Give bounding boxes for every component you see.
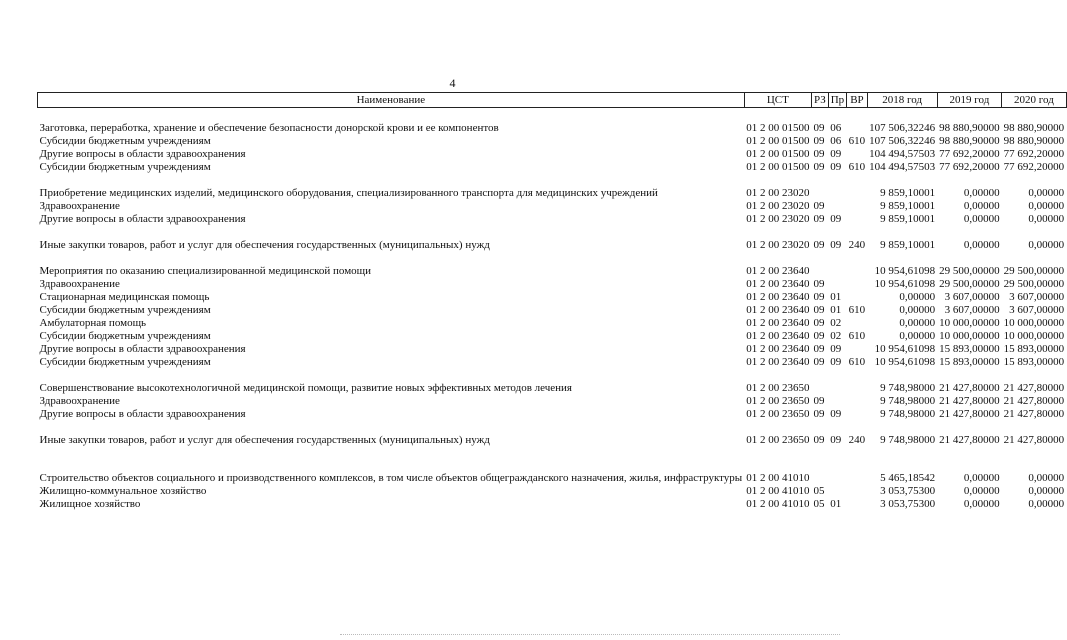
cell-rz: 05 (813, 498, 825, 510)
cell-name: Здравоохранение (39, 278, 120, 290)
cell-2020: 77 692,20000 (1003, 161, 1065, 173)
cell-2019: 0,00000 (963, 485, 1000, 497)
cell-2019: 21 427,80000 (939, 395, 1000, 407)
cell-2019: 77 692,20000 (939, 161, 1000, 173)
cell-2018: 3 053,75300 (880, 485, 936, 497)
cell-vr (847, 497, 868, 510)
table-row (38, 394, 1067, 407)
cell-cst: 01 2 00 01500 (746, 122, 810, 134)
cell-2018: 3 053,75300 (880, 498, 936, 510)
cell-rz: 09 (813, 200, 825, 212)
cell-pr: 09 (830, 343, 842, 355)
cell-2018: 10 954,61098 (874, 278, 936, 290)
cell-rz: 09 (813, 317, 825, 329)
cell-2019: 21 427,80000 (939, 434, 1000, 446)
cell-cst: 01 2 00 01500 (746, 161, 810, 173)
cell-2020: 21 427,80000 (1003, 408, 1065, 420)
cell-vr (847, 484, 868, 497)
cell-2019: 29 500,00000 (939, 278, 1000, 290)
cell-name: Субсидии бюджетным учреждениям (39, 161, 211, 173)
header-2019: 2019 год (937, 93, 1002, 108)
cell-2019: 77 692,20000 (939, 148, 1000, 160)
table-row (38, 368, 1067, 394)
cell-pr (828, 394, 846, 407)
cell-2020: 10 000,00000 (1003, 317, 1065, 329)
cell-2018: 10 954,61098 (874, 265, 936, 277)
cell-2019: 15 893,00000 (939, 343, 1000, 355)
table-row (38, 484, 1067, 497)
cell-rz (811, 368, 828, 394)
cell-vr (847, 368, 868, 394)
cell-rz (811, 173, 828, 199)
cell-2018: 10 954,61098 (874, 356, 936, 368)
cell-2018: 0,00000 (899, 330, 936, 342)
cell-2019: 0,00000 (963, 213, 1000, 225)
cell-2020: 77 692,20000 (1003, 148, 1065, 160)
table-row (38, 108, 1067, 135)
cell-rz: 09 (813, 291, 825, 303)
cell-2020: 0,00000 (1028, 498, 1065, 510)
cell-2019: 98 880,90000 (939, 135, 1000, 147)
cell-name: Заготовка, переработка, хранение и обеспечение безопасности донорской крови и ее компонентов (39, 122, 499, 134)
cell-2018: 0,00000 (899, 304, 936, 316)
cell-vr (847, 108, 868, 135)
cell-rz: 09 (813, 135, 825, 147)
table-row (38, 199, 1067, 212)
cell-rz: 09 (813, 161, 825, 173)
cell-pr: 06 (830, 122, 842, 134)
cell-vr (847, 394, 868, 407)
cell-name: Здравоохранение (39, 395, 120, 407)
table-row (38, 251, 1067, 277)
cell-2020: 0,00000 (1028, 213, 1065, 225)
cell-pr: 09 (830, 434, 842, 446)
cell-name: Другие вопросы в области здравоохранения (39, 408, 246, 420)
cell-name: Другие вопросы в области здравоохранения (39, 213, 246, 225)
cell-pr: 09 (830, 161, 842, 173)
cell-name: Совершенствование высокотехнологичной медицинской помощи, развитие новых эффективных методов лечения (39, 382, 572, 394)
cell-vr: 610 (848, 135, 866, 147)
cell-2020: 98 880,90000 (1003, 135, 1065, 147)
cell-2020: 0,00000 (1028, 485, 1065, 497)
table-row (38, 342, 1067, 355)
header-pr: Пр (828, 93, 846, 108)
header-name: Наименование (38, 93, 745, 108)
cell-2020: 3 607,00000 (1009, 291, 1065, 303)
cell-cst: 01 2 00 41010 (746, 472, 810, 484)
cell-vr (847, 277, 868, 290)
cell-2020: 98 880,90000 (1003, 122, 1065, 134)
cell-cst: 01 2 00 01500 (746, 148, 810, 160)
cell-pr (828, 368, 846, 394)
cell-name: Амбулаторная помощь (39, 317, 147, 329)
cell-2020: 15 893,00000 (1003, 356, 1065, 368)
cell-pr: 02 (830, 330, 842, 342)
cell-vr (847, 251, 868, 277)
cell-2020: 21 427,80000 (1003, 434, 1065, 446)
cell-2018: 0,00000 (899, 291, 936, 303)
budget-table (37, 92, 1067, 510)
cell-vr: 610 (848, 330, 866, 342)
cell-cst: 01 2 00 23640 (746, 317, 810, 329)
cell-name: Другие вопросы в области здравоохранения (39, 148, 246, 160)
cell-vr: 610 (848, 304, 866, 316)
table-row (38, 290, 1067, 303)
cell-rz: 09 (813, 122, 825, 134)
cell-name: Жилищно-коммунальное хозяйство (39, 485, 207, 497)
cell-2020: 21 427,80000 (1003, 382, 1065, 394)
cell-2020: 29 500,00000 (1003, 278, 1065, 290)
cell-name: Субсидии бюджетным учреждениям (39, 135, 211, 147)
cell-vr (847, 290, 868, 303)
table-header-row (38, 93, 1067, 108)
cell-cst: 01 2 00 23640 (746, 291, 810, 303)
header-vr: ВР (847, 93, 868, 108)
cell-cst: 01 2 00 23650 (746, 382, 810, 394)
cell-2018: 9 748,98000 (880, 408, 936, 420)
cell-pr: 09 (830, 356, 842, 368)
cell-cst: 01 2 00 23020 (746, 200, 810, 212)
cell-name: Стационарная медицинская помощь (39, 291, 210, 303)
cell-name: Жилищное хозяйство (39, 498, 141, 510)
cell-2018: 9 859,10001 (880, 213, 936, 225)
cell-cst: 01 2 00 23650 (746, 395, 810, 407)
cell-pr (828, 173, 846, 199)
cell-cst: 01 2 00 23020 (746, 187, 810, 199)
cell-rz: 05 (813, 485, 825, 497)
cell-cst: 01 2 00 23020 (746, 239, 810, 251)
cell-2020: 0,00000 (1028, 239, 1065, 251)
cell-cst: 01 2 00 23640 (746, 330, 810, 342)
cell-vr: 610 (848, 161, 866, 173)
cell-pr: 01 (830, 498, 842, 510)
cell-name: Мероприятия по оказанию специализированной медицинской помощи (39, 265, 372, 277)
cell-2018: 9 859,10001 (880, 239, 936, 251)
cell-pr (828, 199, 846, 212)
cell-rz: 09 (813, 434, 825, 446)
header-rz: РЗ (811, 93, 828, 108)
scan-artifact-line (340, 634, 840, 635)
cell-2018: 107 506,32246 (869, 122, 936, 134)
cell-2019: 29 500,00000 (939, 265, 1000, 277)
header-2018: 2018 год (867, 93, 937, 108)
cell-pr: 06 (830, 135, 842, 147)
cell-2020: 15 893,00000 (1003, 343, 1065, 355)
cell-pr: 01 (830, 291, 842, 303)
cell-cst: 01 2 00 23020 (746, 213, 810, 225)
cell-pr (828, 446, 846, 484)
table-row (38, 277, 1067, 290)
cell-name: Субсидии бюджетным учреждениям (39, 356, 211, 368)
cell-rz: 09 (813, 408, 825, 420)
cell-rz: 09 (813, 343, 825, 355)
cell-vr (847, 212, 868, 225)
cell-pr: 09 (830, 408, 842, 420)
cell-2018: 9 859,10001 (880, 187, 936, 199)
cell-vr (847, 316, 868, 329)
cell-vr (847, 407, 868, 420)
cell-2019: 21 427,80000 (939, 382, 1000, 394)
cell-2019: 10 000,00000 (939, 317, 1000, 329)
cell-rz: 09 (813, 278, 825, 290)
table-row (38, 134, 1067, 147)
cell-cst: 01 2 00 23640 (746, 304, 810, 316)
table-row (38, 147, 1067, 160)
cell-name: Строительство объектов социального и производственного комплексов, в том числе объектов общегражданского назначения, жилья, инфраструктуры (39, 472, 743, 484)
cell-cst: 01 2 00 41010 (746, 485, 810, 497)
cell-2018: 9 748,98000 (880, 434, 936, 446)
cell-2018: 104 494,57503 (869, 161, 936, 173)
cell-pr (828, 251, 846, 277)
table-row (38, 173, 1067, 199)
page-number: 4 (449, 76, 456, 90)
cell-2019: 0,00000 (963, 498, 1000, 510)
table-row (38, 329, 1067, 342)
header-2020: 2020 год (1002, 93, 1067, 108)
cell-2020: 29 500,00000 (1003, 265, 1065, 277)
cell-cst: 01 2 00 23640 (746, 356, 810, 368)
cell-2019: 15 893,00000 (939, 356, 1000, 368)
table-row (38, 446, 1067, 484)
cell-2019: 3 607,00000 (944, 291, 1000, 303)
cell-pr: 01 (830, 304, 842, 316)
cell-vr (847, 199, 868, 212)
cell-cst: 01 2 00 41010 (746, 498, 810, 510)
cell-2020: 0,00000 (1028, 187, 1065, 199)
cell-2018: 0,00000 (899, 317, 936, 329)
cell-2019: 10 000,00000 (939, 330, 1000, 342)
cell-2018: 10 954,61098 (874, 343, 936, 355)
cell-2020: 10 000,00000 (1003, 330, 1065, 342)
cell-cst: 01 2 00 01500 (746, 135, 810, 147)
table-row (38, 303, 1067, 316)
cell-2018: 9 748,98000 (880, 382, 936, 394)
cell-rz: 09 (813, 148, 825, 160)
cell-vr (847, 342, 868, 355)
cell-2018: 107 506,32246 (869, 135, 936, 147)
cell-rz (811, 446, 828, 484)
cell-pr (828, 277, 846, 290)
cell-2020: 0,00000 (1028, 200, 1065, 212)
cell-2020: 21 427,80000 (1003, 395, 1065, 407)
cell-vr (847, 147, 868, 160)
table-row (38, 407, 1067, 420)
cell-rz: 09 (813, 395, 825, 407)
cell-name: Приобретение медицинских изделий, медицинского оборудования, специализированного транспорта для медицинских учреждений (39, 187, 658, 199)
header-cst: ЦСТ (744, 93, 811, 108)
cell-cst: 01 2 00 23640 (746, 343, 810, 355)
cell-rz: 09 (813, 330, 825, 342)
cell-rz: 09 (813, 239, 825, 251)
cell-2018: 104 494,57503 (869, 148, 936, 160)
cell-name: Здравоохранение (39, 200, 120, 212)
table-row (38, 355, 1067, 368)
cell-vr (847, 173, 868, 199)
table-row (38, 160, 1067, 173)
cell-2019: 3 607,00000 (944, 304, 1000, 316)
cell-rz: 09 (813, 304, 825, 316)
cell-2019: 0,00000 (963, 187, 1000, 199)
cell-pr: 09 (830, 213, 842, 225)
cell-pr: 09 (830, 239, 842, 251)
cell-2018: 9 859,10001 (880, 200, 936, 212)
cell-pr: 02 (830, 317, 842, 329)
table-row (38, 225, 1067, 251)
cell-2019: 98 880,90000 (939, 122, 1000, 134)
cell-cst: 01 2 00 23640 (746, 265, 810, 277)
cell-vr: 240 (848, 434, 866, 446)
cell-rz: 09 (813, 213, 825, 225)
cell-pr: 09 (830, 148, 842, 160)
cell-2019: 21 427,80000 (939, 408, 1000, 420)
cell-rz: 09 (813, 356, 825, 368)
cell-name: Иные закупки товаров, работ и услуг для обеспечения государственных (муниципальных) нужд (39, 239, 490, 251)
cell-name: Другие вопросы в области здравоохранения (39, 343, 246, 355)
cell-2020: 3 607,00000 (1009, 304, 1065, 316)
cell-vr (847, 446, 868, 484)
cell-vr: 240 (848, 239, 866, 251)
cell-2019: 0,00000 (963, 200, 1000, 212)
cell-cst: 01 2 00 23640 (746, 278, 810, 290)
cell-2018: 9 748,98000 (880, 395, 936, 407)
cell-2018: 5 465,18542 (880, 472, 936, 484)
cell-rz (811, 251, 828, 277)
table-row (38, 497, 1067, 510)
table-row (38, 420, 1067, 446)
table-body (38, 108, 1067, 511)
cell-name: Субсидии бюджетным учреждениям (39, 330, 211, 342)
cell-2020: 0,00000 (1028, 472, 1065, 484)
cell-name: Иные закупки товаров, работ и услуг для обеспечения государственных (муниципальных) нужд (39, 434, 490, 446)
table-row (38, 316, 1067, 329)
cell-pr (828, 484, 846, 497)
table-row (38, 212, 1067, 225)
cell-cst: 01 2 00 23650 (746, 408, 810, 420)
cell-name: Субсидии бюджетным учреждениям (39, 304, 211, 316)
cell-2019: 0,00000 (963, 472, 1000, 484)
cell-cst: 01 2 00 23650 (746, 434, 810, 446)
cell-2019: 0,00000 (963, 239, 1000, 251)
cell-vr: 610 (848, 356, 866, 368)
